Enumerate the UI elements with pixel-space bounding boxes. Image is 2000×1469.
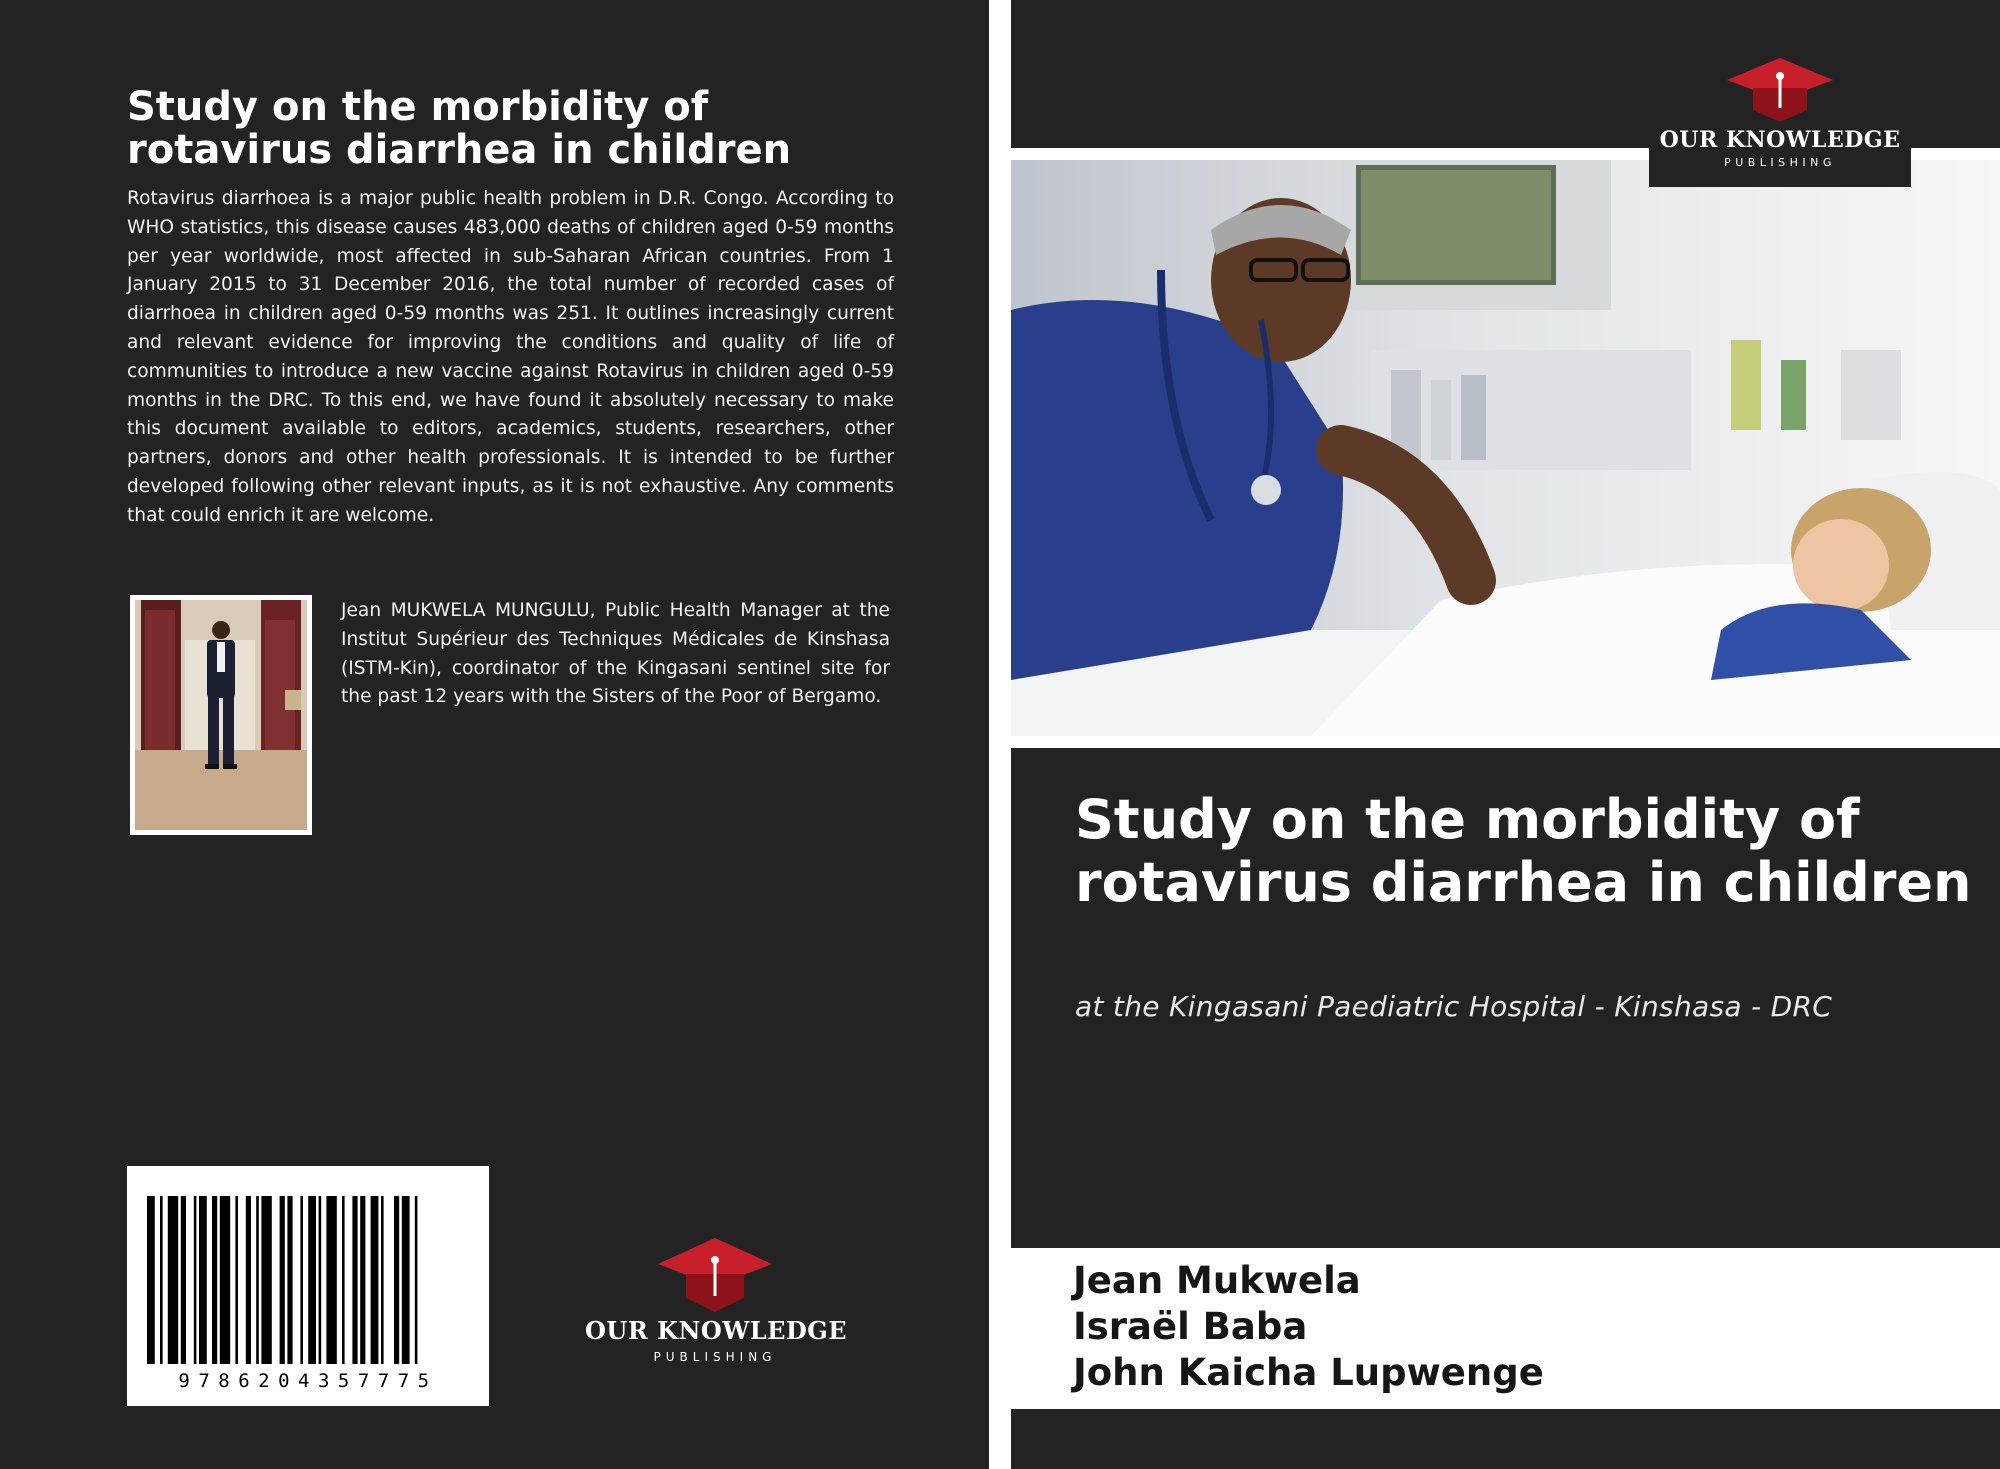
cover-photo: [1011, 160, 2000, 736]
barcode-bar: [415, 1196, 418, 1364]
barcode-bar: [402, 1196, 410, 1364]
back-cover: [0, 0, 989, 1469]
barcode-bars: [127, 1166, 489, 1376]
barcode-bar: [326, 1196, 336, 1364]
barcode-bar: [280, 1196, 285, 1364]
barcode-bar: [342, 1196, 345, 1364]
author-bio: Jean MUKWELA MUNGULU, Public Health Manager at the Institut Supérieur des Techniques Médicales de Kinshasa (ISTM-Kin), coordinator of the Kingasani sentinel site for the past 12 years with the Sisters of the Poor of Bergamo.: [341, 600, 890, 708]
barcode-bar: [212, 1196, 217, 1364]
barcode-bar: [287, 1196, 292, 1364]
barcode-bar: [319, 1196, 322, 1364]
author-photo: [130, 595, 312, 835]
author-photo-image: [135, 600, 307, 830]
spine: [989, 0, 1011, 1469]
barcode-digits: 9786204357775: [178, 1370, 438, 1392]
back-cover-blurb: Rotavirus diarrhoea is a major public health problem in D.R. Congo. According to WHO statistics, this disease causes 483,000 deaths of children aged 0-59 months per year worldwide, most affected in sub-Saharan African countries. From 1 January 2015 to 31 December 2016, the total number of recorded cases of diarrhoea in children aged 0-59 months was 251. It outlines increasingly current and relevant evidence for improving the conditions and quality of life of communities to introduce a new vaccine against Rotavirus in children aged 0-59 months in the DRC. To this end, we have found it absolutely necessary to make this document available to editors, academics, students, researchers, other partners, donors and other health professionals. It is intended to be further developed following other relevant inputs, as it is not exhaustive. Any comments that could enrich it are welcome.: [127, 188, 894, 526]
front-title-band: [1011, 748, 2000, 1248]
barcode-bar: [394, 1196, 399, 1364]
barcode-bar: [256, 1196, 259, 1364]
front-bottom-band: [1011, 1409, 2000, 1469]
doctor-child-photo: [1011, 160, 2000, 736]
graduation-cap-icon: [656, 1236, 774, 1314]
barcode-bar: [199, 1196, 207, 1364]
barcode-bar: [181, 1196, 186, 1364]
barcode-bar: [261, 1196, 271, 1364]
isbn-barcode: [127, 1166, 489, 1406]
front-cover-subtitle: at the Kingasani Paediatric Hospital - Kinshasa - DRC: [1075, 990, 1833, 1023]
barcode-bar: [371, 1196, 379, 1364]
publisher-name: OUR KNOWLEDGE: [1659, 127, 1901, 153]
barcode-bar: [160, 1196, 163, 1364]
barcode-bar: [147, 1196, 155, 1364]
front-cover-title: Study on the morbidity of rotavirus diarrhea in children: [1075, 788, 1972, 914]
barcode-bar: [300, 1196, 303, 1364]
back-cover-title: Study on the morbidity of rotavirus diarrhea in children: [127, 84, 792, 173]
barcode-bar: [194, 1196, 197, 1364]
back-publisher-logo: [585, 1236, 848, 1366]
graduation-cap-icon: [1725, 56, 1835, 124]
barcode-bar: [168, 1196, 178, 1364]
barcode-bar: [220, 1196, 230, 1364]
publisher-sub: PUBLISHING: [653, 1350, 777, 1364]
barcode-bar: [360, 1196, 365, 1364]
publisher-name: OUR KNOWLEDGE: [585, 1316, 848, 1345]
author-name: John Kaicha Lupwenge: [1073, 1351, 1544, 1394]
barcode-bar: [235, 1196, 238, 1364]
author-name: Jean Mukwela: [1073, 1259, 1361, 1302]
author-name: Israël Baba: [1073, 1305, 1308, 1348]
barcode-bar: [352, 1196, 357, 1364]
barcode-bar: [246, 1196, 251, 1364]
publisher-sub: PUBLISHING: [1724, 156, 1836, 169]
barcode-bar: [381, 1196, 384, 1364]
authors-list: [1073, 1258, 1973, 1396]
front-cover: [1011, 0, 2000, 1469]
barcode-bar: [308, 1196, 316, 1364]
front-publisher-logo: [1649, 0, 1911, 187]
